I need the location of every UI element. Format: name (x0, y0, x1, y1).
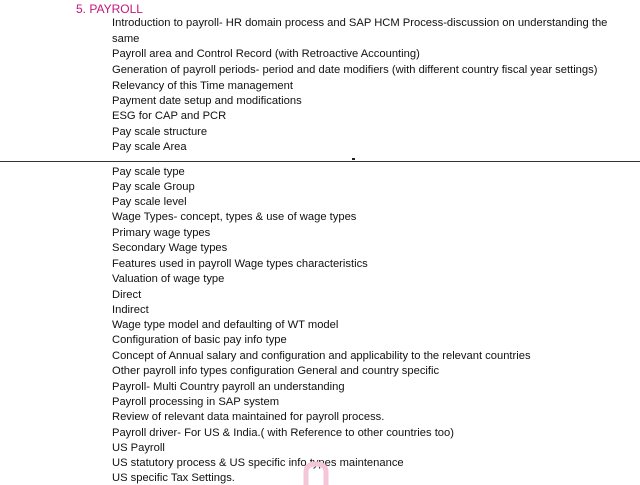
list-item: Payroll processing in SAP system (112, 396, 280, 408)
watermark-logo (300, 460, 332, 485)
stray-mark (352, 158, 355, 160)
list-item: Valuation of wage type (112, 273, 225, 285)
list-item: Generation of payroll periods- period and date modifiers (with different country fiscal year settings) Relevancy of this Time management (112, 64, 598, 92)
list-item: US statutory process & US specific info types maintenance (112, 457, 404, 469)
list-item: Pay scale Group (112, 181, 195, 193)
list-item: Features used in payroll Wage types characteristics (112, 258, 368, 270)
list-item: Pay scale structure (112, 126, 208, 138)
section-heading: 5. PAYROLL (76, 2, 143, 16)
list-item: Payroll driver- For US & India.( with Reference to other countries too) (112, 427, 454, 439)
list-item: Payroll- Multi Country payroll an understanding (112, 381, 345, 393)
list-item: Wage Types- concept, types & use of wage types (112, 211, 357, 223)
list-item: Primary wage types (112, 227, 211, 239)
list-item: Direct (112, 289, 142, 301)
list-item: Introduction to payroll- HR domain process and SAP HCM Process-discussion on understanding the same (112, 17, 608, 45)
list-item: Review of relevant data maintained for payroll process. (112, 411, 385, 423)
list-item: US Payroll (112, 442, 165, 454)
list-item: Payment date setup and modifications (112, 95, 302, 107)
list-item: Wage type model and defaulting of WT model (112, 319, 339, 331)
list-item: ESG for CAP and PCR (112, 110, 227, 122)
list-item: Payroll area and Control Record (with Retroactive Accounting) (112, 48, 420, 60)
list-item: US specific Tax Settings. (112, 472, 235, 484)
list-item: Indirect (112, 304, 149, 316)
list-item: Pay scale type (112, 166, 185, 178)
page-divider (0, 161, 640, 162)
list-item: Configuration of basic pay info type (112, 334, 287, 346)
list-item: Secondary Wage types (112, 242, 228, 254)
list-item: Pay scale Area (112, 141, 187, 153)
list-item: Concept of Annual salary and configuration and applicability to the relevant countries (112, 350, 531, 362)
list-item: Pay scale level (112, 196, 187, 208)
list-item: Other payroll info types configuration General and country specific (112, 365, 440, 377)
